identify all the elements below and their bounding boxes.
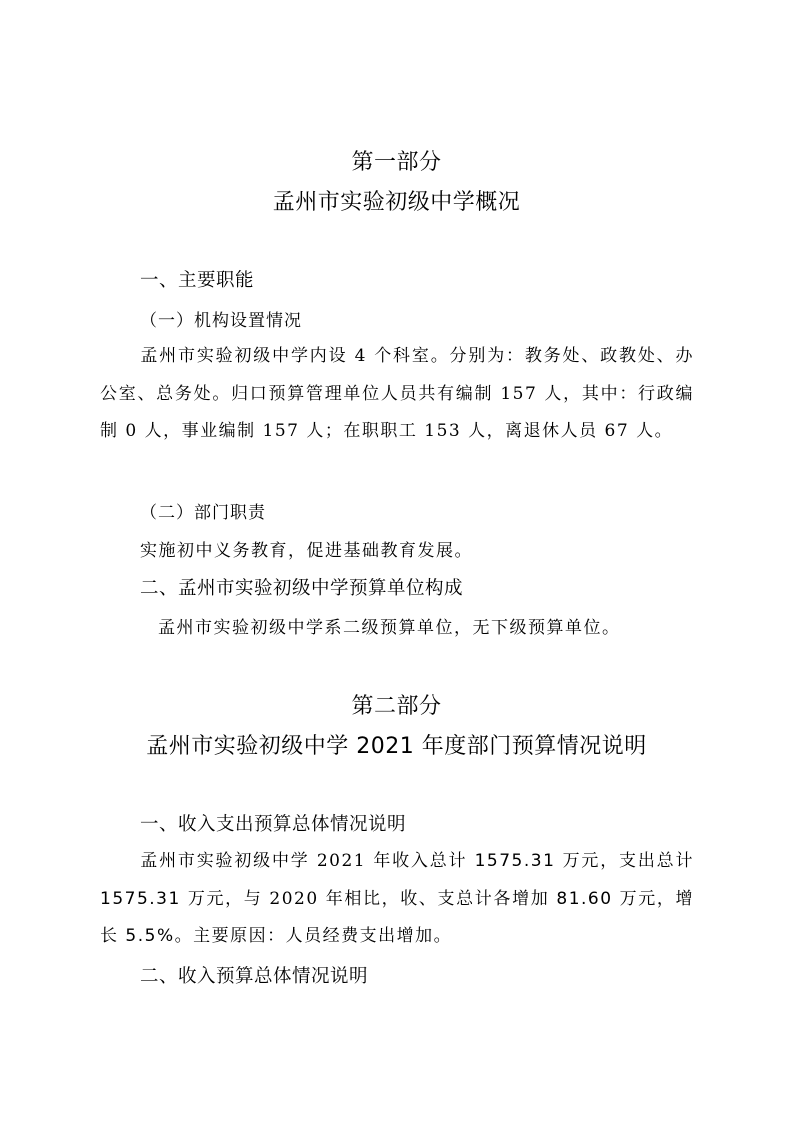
part1-sub1-text: 孟州市实验初级中学内设 4 个科室。分别为：教务处、政教处、办公室、总务处。归口预算管理单位人员共有编制 157 人，其中：行政编制 0 人，事业编制 157 人；在职职工 153 人，离退休人员 67 人。 [100, 346, 694, 441]
part1-section2-paragraph: 孟州市实验初级中学系二级预算单位，无下级预算单位。 [158, 618, 621, 638]
part1-sub2-paragraph: 实施初中义务教育，促进基础教育发展。 [140, 541, 473, 561]
part1-sub1-heading: （一）机构设置情况 [140, 311, 302, 331]
part2-section1-heading: 一、收入支出预算总体情况说明 [140, 814, 407, 835]
income-total-value: 1575.31 [474, 851, 556, 871]
part1-sub2-heading: （二）部门职责 [140, 503, 266, 523]
part2-section1-text-b: 万元，支出总计 [555, 851, 694, 871]
part2-section2-heading: 二、收入预算总体情况说明 [140, 966, 369, 987]
part2-section1-text-d: 万元，增长 [100, 888, 694, 946]
growth-rate-value: 5.5% [125, 926, 175, 946]
part2-subtitle: 孟州市实验初级中学 2021 年度部门预算情况说明 [146, 734, 647, 759]
part2-section1-text-a: 孟州市实验初级中学 2021 年收入总计 [140, 851, 475, 871]
part2-section1-text-c: 万元，与 2020 年相比，收、支总计各增加 [180, 888, 557, 909]
increase-value: 81.60 [556, 888, 613, 909]
part1-subtitle: 孟州市实验初级中学概况 [272, 190, 521, 215]
part1-title: 第一部分 [351, 150, 442, 175]
part2-section1-text-e: 。主要原因：人员经费支出增加。 [174, 926, 453, 946]
part1-sub1-paragraph [100, 338, 694, 451]
expense-total-value: 1575.31 [100, 888, 181, 909]
part2-title: 第二部分 [351, 694, 442, 719]
part1-section2-heading: 二、孟州市实验初级中学预算单位构成 [140, 578, 464, 599]
part1-section1-heading: 一、主要职能 [140, 270, 255, 291]
part2-section1-paragraph [100, 843, 694, 956]
